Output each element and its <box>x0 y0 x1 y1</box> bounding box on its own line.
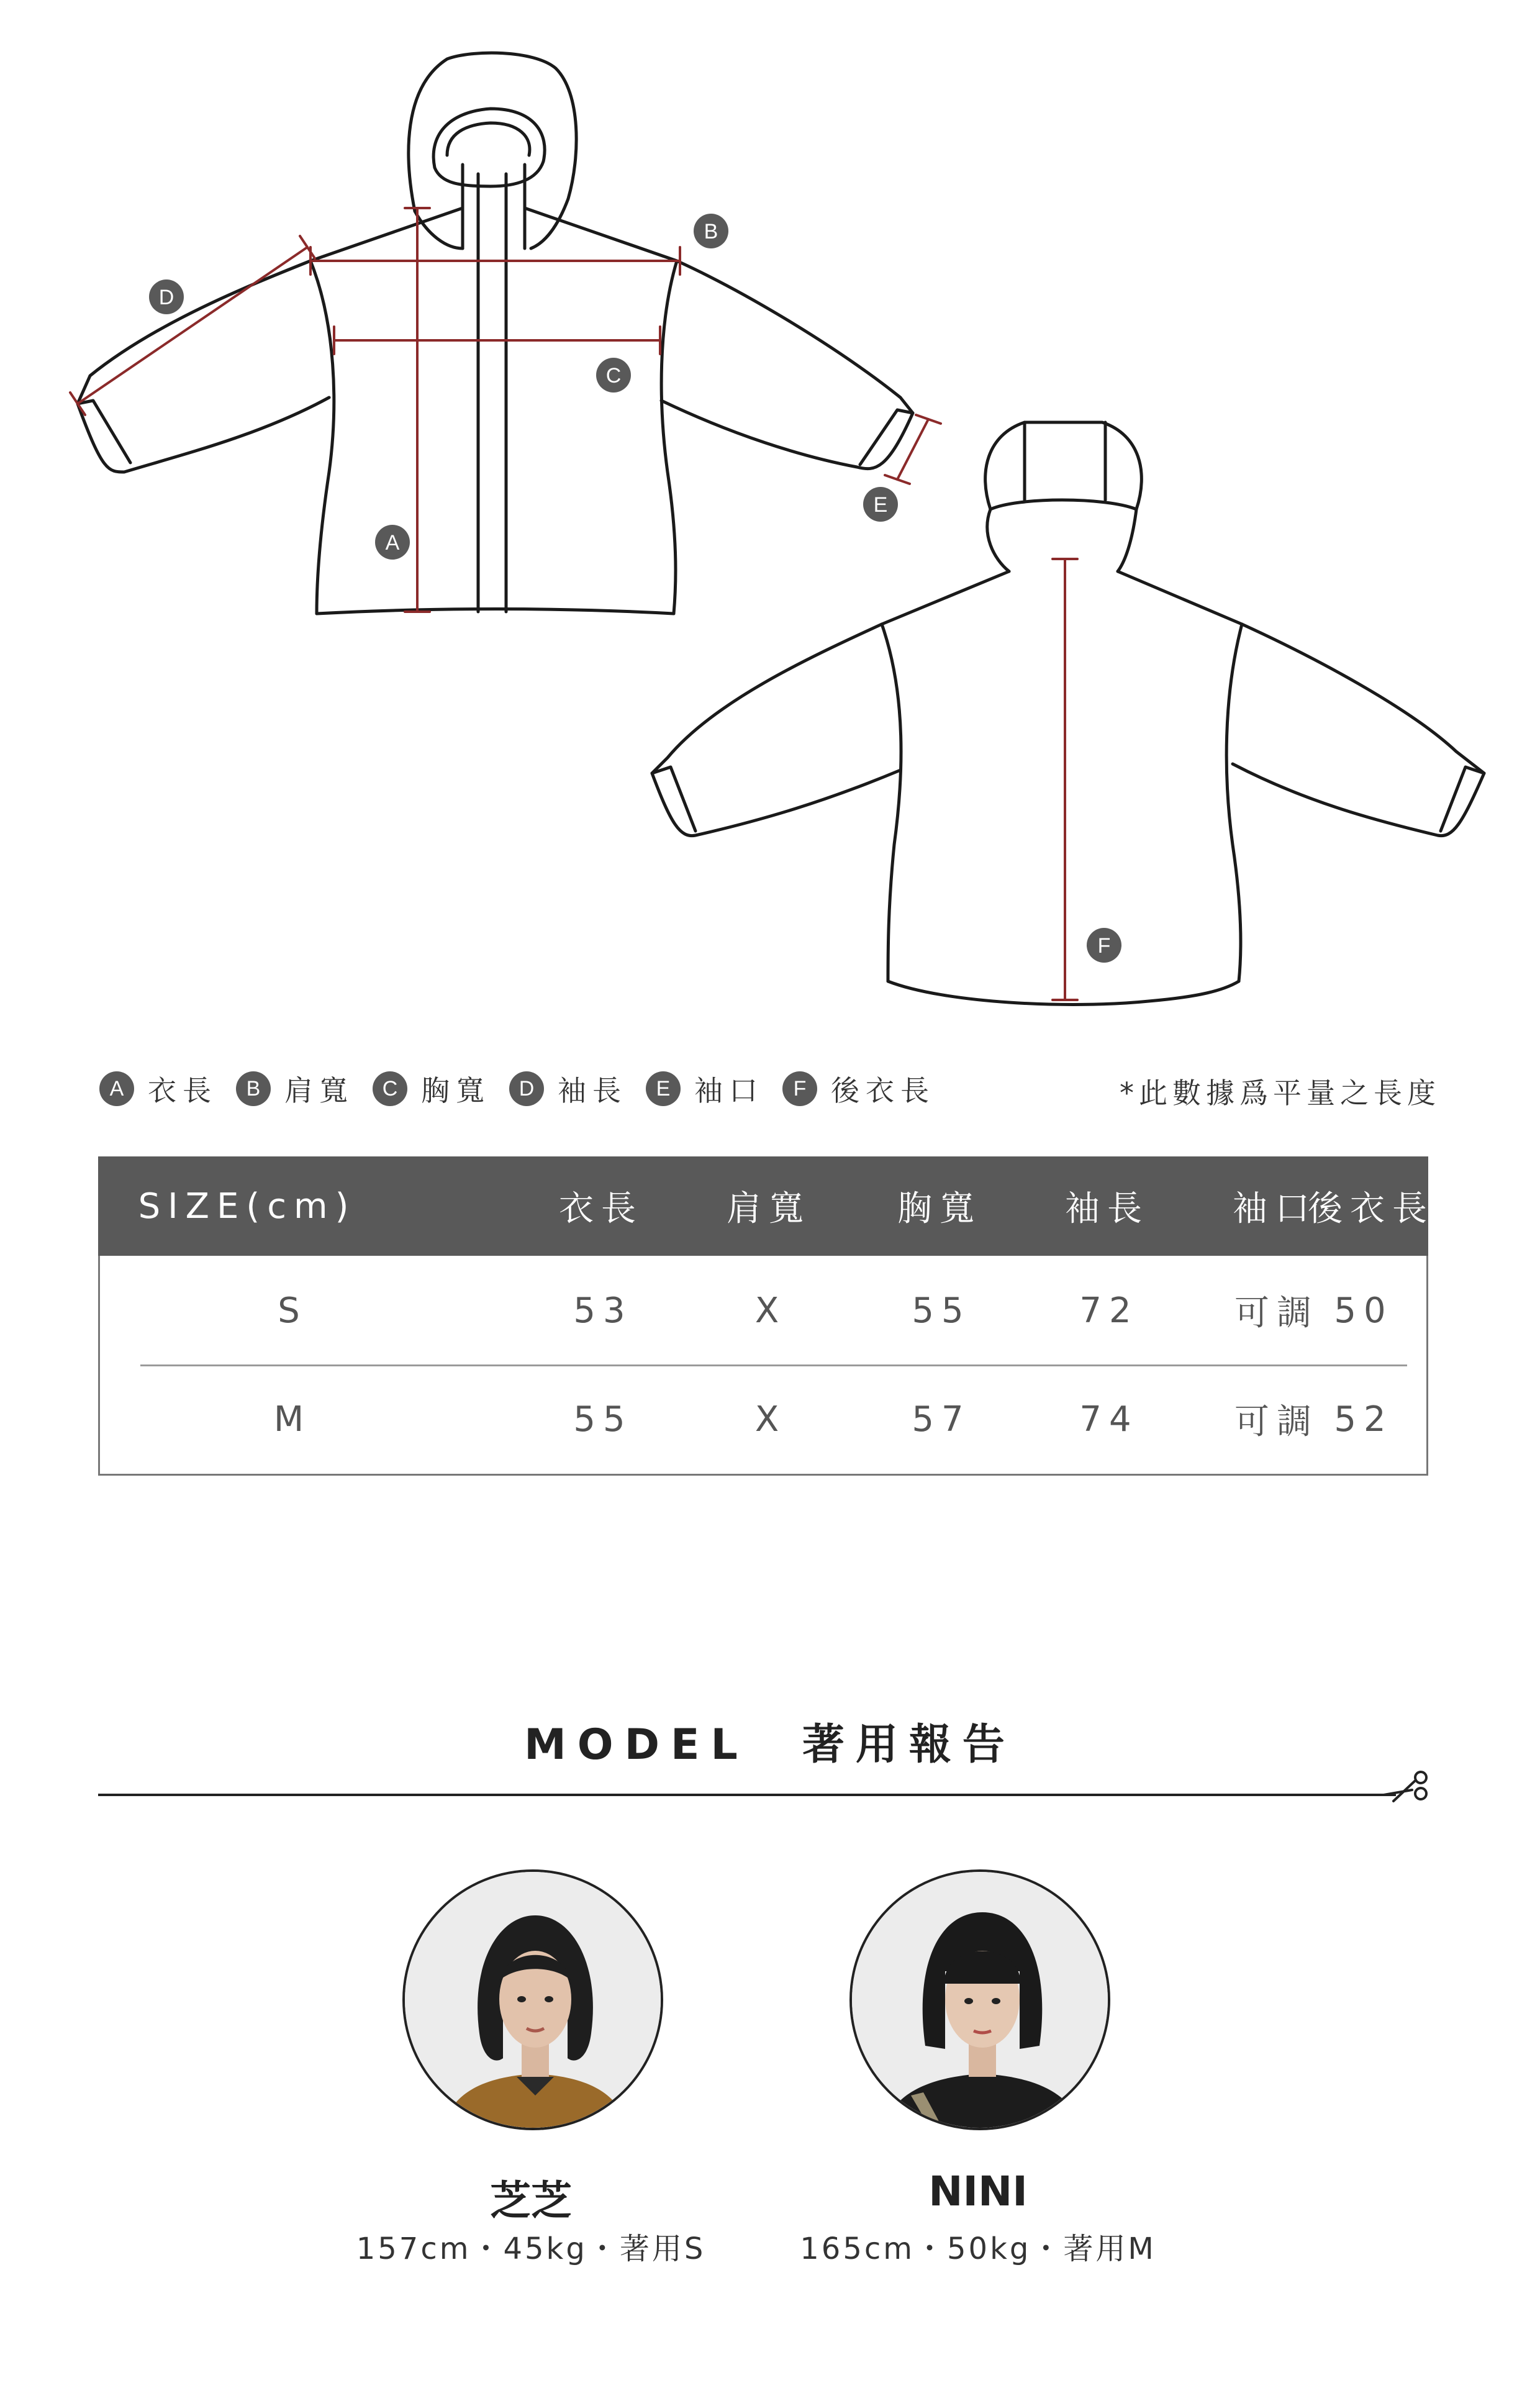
row-m-back-length: 52 <box>1334 1399 1393 1440</box>
header-cuff: 袖口 <box>1233 1189 1317 1229</box>
model-portrait-nini <box>852 1872 1110 2130</box>
marker-d-label: D <box>158 286 174 309</box>
marker-a-badge <box>375 525 410 560</box>
legend-item-d <box>509 1068 627 1109</box>
row-s-shoulder: X <box>754 1290 787 1331</box>
marker-c-badge <box>596 358 631 393</box>
legend-item-e <box>646 1068 764 1109</box>
header-sleeve: 袖長 <box>1065 1189 1149 1229</box>
row-m-cuff: 可調 <box>1234 1402 1319 1442</box>
measure-line-d <box>70 236 315 415</box>
header-shoulder: 肩寬 <box>727 1189 811 1229</box>
row-s-cuff: 可調 <box>1234 1293 1319 1333</box>
size-table-header <box>98 1156 1434 1256</box>
back-jacket-outline <box>652 422 1484 1004</box>
marker-b-label: B <box>704 220 718 243</box>
legend-items <box>99 1068 954 1109</box>
row-m-chest: 57 <box>912 1399 971 1440</box>
legend-badge-c: C <box>373 1071 407 1106</box>
legend-label-b: 肩寬 <box>284 1074 354 1107</box>
model-name-nini: NINI <box>928 2168 1028 2215</box>
marker-f-badge <box>1087 928 1121 963</box>
marker-d-badge <box>149 279 184 314</box>
legend-label-e: 袖口 <box>694 1074 764 1107</box>
legend-item-b <box>236 1068 354 1109</box>
scissors-icon <box>1384 1769 1433 1812</box>
row-m-shoulder: X <box>754 1399 787 1440</box>
legend-badge-d: D <box>509 1071 544 1106</box>
measure-line-f <box>1053 559 1077 1000</box>
row-s-back-length: 50 <box>1334 1290 1393 1331</box>
legend-label-c: 胸寬 <box>421 1074 491 1107</box>
model-section-divider <box>98 1794 1396 1796</box>
front-jacket-outline <box>78 53 913 614</box>
row-m-size: M <box>273 1399 312 1440</box>
header-back-length: 後衣長 <box>1308 1189 1434 1229</box>
marker-a-label: A <box>385 531 400 555</box>
jacket-measurement-diagram <box>0 0 1540 1031</box>
legend-badge-f: F <box>782 1071 817 1106</box>
measurement-note: *此數據爲平量之長度 <box>1120 1076 1441 1110</box>
legend-label-f: 後衣長 <box>831 1074 935 1107</box>
model-section-title: MODEL 著用報告 <box>524 1720 1016 1769</box>
row-s-size: S <box>278 1290 307 1331</box>
size-table <box>98 1156 1434 1476</box>
row-s-sleeve: 72 <box>1079 1290 1139 1331</box>
measure-line-c <box>334 327 660 354</box>
legend-label-a: 衣長 <box>148 1074 217 1107</box>
header-size: SIZE(cm) <box>138 1186 356 1227</box>
model-stats-zhizhi: 157cm・45kg・著用S <box>356 2231 706 2266</box>
model-avatar-nini <box>849 1869 1110 2130</box>
measure-line-a <box>405 208 430 612</box>
model-portrait-zhizhi <box>405 1872 663 2130</box>
legend-item-a <box>99 1068 217 1109</box>
row-s-length: 53 <box>573 1290 633 1331</box>
header-length: 衣長 <box>559 1189 643 1229</box>
model-stats-nini: 165cm・50kg・著用M <box>800 2231 1156 2266</box>
row-m-length: 55 <box>573 1399 633 1440</box>
marker-f-label: F <box>1097 934 1111 958</box>
legend-badge-a: A <box>99 1071 134 1106</box>
legend-item-f <box>782 1068 935 1109</box>
row-s-chest: 55 <box>912 1290 971 1331</box>
legend-label-d: 袖長 <box>558 1074 627 1107</box>
measure-line-b <box>310 247 680 275</box>
measurement-legend <box>99 1062 1441 1118</box>
legend-badge-e: E <box>646 1071 681 1106</box>
legend-badge-b: B <box>236 1071 271 1106</box>
marker-b-badge <box>694 214 728 248</box>
marker-e-label: E <box>873 493 888 517</box>
model-avatar-zhizhi <box>402 1869 663 2130</box>
legend-item-c <box>373 1068 491 1109</box>
marker-c-label: C <box>605 364 622 388</box>
model-name-zhizhi: 芝芝 <box>490 2177 572 2225</box>
header-chest: 胸寬 <box>897 1189 982 1229</box>
marker-e-badge <box>863 487 898 522</box>
row-m-sleeve: 74 <box>1079 1399 1139 1440</box>
